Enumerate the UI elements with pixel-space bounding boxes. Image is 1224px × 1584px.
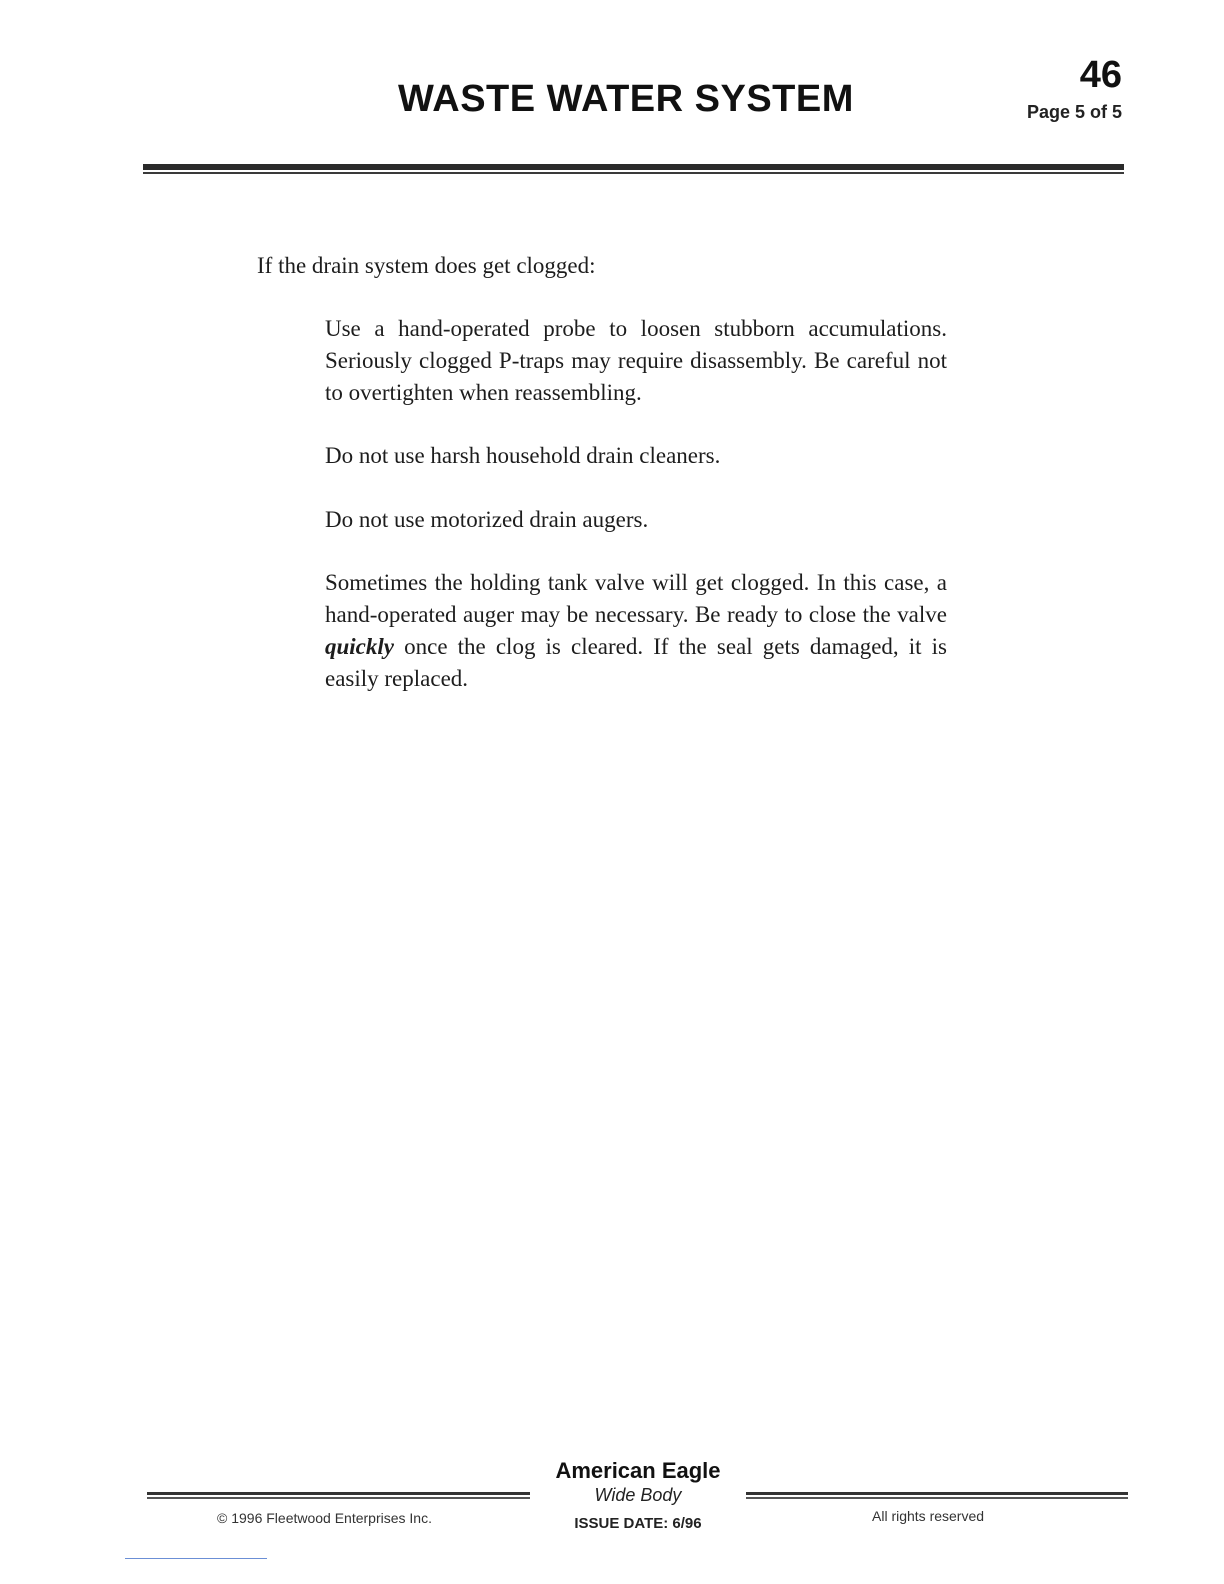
intro-text: If the drain system does get clogged: xyxy=(257,253,596,278)
paragraph-holding-tank-valve xyxy=(325,567,947,695)
footer-issue-date: ISSUE DATE: 6/96 xyxy=(574,1515,702,1532)
paragraph-probe: Use a hand-operated probe to loosen stubborn accumulations. Seriously clogged P-traps may require disassembly. Be careful not to overtighten when reassembling. xyxy=(325,316,947,405)
section-number: 46 xyxy=(1079,54,1122,96)
footer-rights: All rights reserved xyxy=(872,1508,985,1524)
header-divider xyxy=(143,164,1124,174)
footer-divider-right xyxy=(746,1492,1128,1500)
page-title: WASTE WATER SYSTEM xyxy=(398,78,854,120)
footer-divider-left xyxy=(147,1492,530,1500)
footer-brand: American Eagle xyxy=(555,1458,721,1483)
paragraph-drain-cleaners: Do not use harsh household drain cleaners. xyxy=(325,443,721,468)
footer-copyright: © 1996 Fleetwood Enterprises Inc. xyxy=(217,1510,432,1526)
paragraph-text-end: once the clog is cleared. If the seal gets damaged, it is easily replaced. xyxy=(325,634,947,691)
paragraph-motorized-augers: Do not use motorized drain augers. xyxy=(325,507,649,532)
paragraph-text-start: Sometimes the holding tank valve will get clogged. In this case, a hand-operated auger may be necessary. Be ready to close the valve xyxy=(325,570,947,627)
footer-model: Wide Body xyxy=(594,1485,682,1505)
blue-underline-mark xyxy=(125,1558,267,1559)
page-indicator: Page 5 of 5 xyxy=(1026,102,1122,122)
emphasis-quickly: quickly xyxy=(325,634,394,659)
